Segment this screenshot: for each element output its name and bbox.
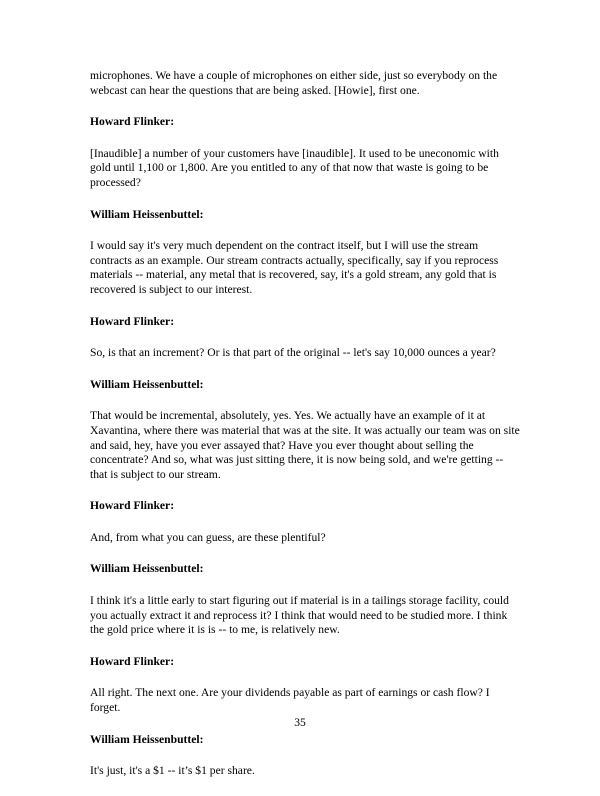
transcript-paragraph: microphones. We have a couple of microphones on either side, just so everybody on the webcast can hear the questions that are being asked. [Howie], first one. [90,69,498,97]
transcript-paragraph: I think it's a little early to start figuring out if material is in a tailings storage facility, could you actually extract it and reprocess it? I think that would need to be studied more. I think the gold price where it is is -- to me, is relatively new. [90,594,509,637]
speaker-name: Howard Flinker: [90,654,175,668]
transcript-paragraph: And, from what you can guess, are these plentiful? [90,530,326,544]
transcript-paragraph: That would be incremental, absolutely, yes. Yes. We actually have an example of it at Xavantina, where there was material that was at the site. It was actually our team was on site and said, hey, have you ever assayed that? Have you ever thought about selling the concentrate? And so, what was just sitting there, it is now being sold, and we're getting -- that is subject to our stream. [90,409,520,481]
transcript-paragraph: All right. The next one. Are your dividends payable as part of earnings or cash flow? I forget. [90,686,490,715]
speaker-name: William Heissenbuttel: [90,562,204,576]
speaker-name: William Heissenbuttel: [90,732,204,746]
transcript-paragraph: [Inaudible] a number of your customers have [inaudible]. It used to be uneconomic with gold until 1,100 or 1,800. Are you entitled to any of that now that waste is going to be processed? [90,146,499,189]
speaker-name: William Heissenbuttel: [90,207,204,221]
speaker-name: Howard Flinker: [90,314,175,328]
transcript-paragraph: I would say it's very much dependent on the contract itself, but I will use the stream contracts as an example. Our stream contracts actually, specifically, say if you reprocess materials -- material, any metal that is recovered, say, it's a gold stream, any gold that is recovered is subject to our interest. [90,239,499,296]
page-number: 35 [294,716,306,729]
transcript-body [90,69,520,796]
speaker-name: William Heissenbuttel: [90,377,204,391]
speaker-name: Howard Flinker: [90,115,175,129]
speaker-name: Howard Flinker: [90,499,175,513]
transcript-paragraph: So, is that an increment? Or is that part of the original -- let's say 10,000 ounces a year? [90,346,496,360]
transcript-paragraph: It's just, it's a $1 -- it’s $1 per share. [90,764,255,778]
